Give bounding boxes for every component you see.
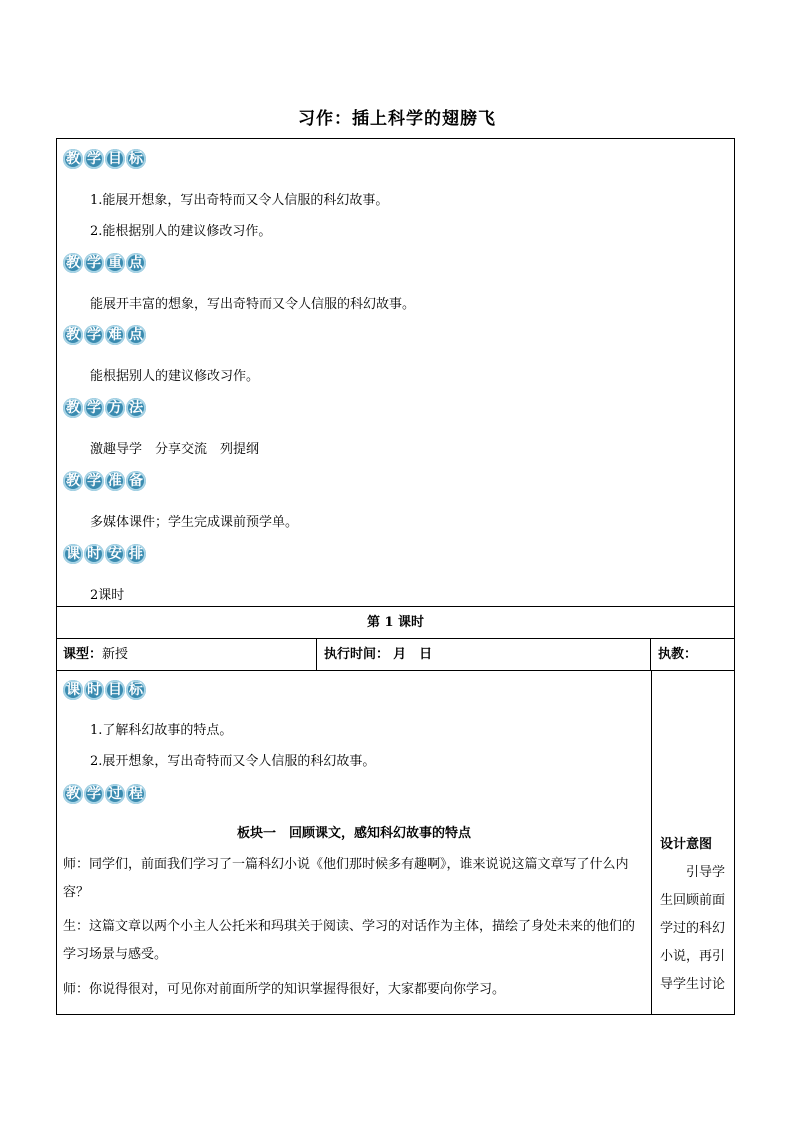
block-title: 板块一 回顾课文，感知科幻故事的特点	[236, 826, 471, 841]
lesson-type-label: 课型：	[63, 647, 103, 662]
badge-char: 课	[63, 680, 83, 700]
section-header-lesson-objectives	[63, 680, 147, 700]
badge-char: 标	[126, 680, 146, 700]
badge-char: 学	[84, 398, 104, 418]
badge-char: 教	[63, 471, 83, 491]
page-title: 习作：插上科学的翅膀飞	[298, 109, 496, 129]
badge-char: 点	[126, 253, 146, 273]
badge-char: 目	[105, 680, 125, 700]
section-header-methods	[63, 398, 147, 418]
lesson-meta-row	[56, 639, 735, 671]
goal-line: 2.能根据别人的建议修改习作。	[90, 224, 272, 239]
goal-line: 1.能展开想象，写出奇特而又令人信服的科幻故事。	[90, 193, 389, 208]
section-header-teaching-process	[63, 784, 147, 804]
teacher-cell	[652, 639, 734, 670]
dialogue-paragraph: 师：同学们，前面我们学习了一篇科幻小说《他们那时候多有趣啊》，谁来说说这篇文章写了什么内容？	[63, 857, 629, 900]
badge-char: 教	[63, 325, 83, 345]
section-header-key-points	[63, 253, 147, 273]
dialogue-paragraph: 师：你说得很对，可见你对前面所学的知识掌握得很好，大家都要向你学习。	[63, 982, 506, 997]
section-header-preparation	[63, 471, 147, 491]
badge-char: 课	[63, 544, 83, 564]
badge-char: 过	[105, 784, 125, 804]
design-intent-text: 引导学生回顾前面学过的科幻小说，再引导学生讨论	[660, 865, 726, 992]
section-header-difficulties	[63, 325, 147, 345]
badge-char: 难	[105, 325, 125, 345]
badge-char: 程	[126, 784, 146, 804]
objective-line: 2.展开想象，写出奇特而又令人信服的科幻故事。	[90, 754, 376, 769]
badge-char: 教	[63, 253, 83, 273]
badge-char: 标	[126, 149, 146, 169]
execution-time-value: 月 日	[393, 647, 433, 662]
section-header-schedule	[63, 544, 147, 564]
badge-char: 教	[63, 149, 83, 169]
schedule-line: 2课时	[90, 588, 125, 603]
badge-char: 重	[105, 253, 125, 273]
badge-char: 学	[84, 471, 104, 491]
badge-char: 目	[105, 149, 125, 169]
lesson-body-row	[56, 671, 735, 1015]
badge-char: 备	[126, 471, 146, 491]
design-intent-title: 设计意图	[660, 837, 713, 852]
execution-time-label: 执行时间：	[324, 647, 390, 662]
lesson-content	[57, 671, 652, 1014]
badge-char: 方	[105, 398, 125, 418]
lesson-plan-overview	[56, 138, 735, 607]
design-intent-column	[652, 671, 734, 1014]
badge-char: 学	[84, 149, 104, 169]
badge-char: 法	[126, 398, 146, 418]
teacher-label: 执教：	[658, 647, 698, 662]
preparation-line: 多媒体课件；学生完成课前预学单。	[90, 515, 299, 530]
objective-line: 1.了解科幻故事的特点。	[90, 723, 233, 738]
badge-char: 点	[126, 325, 146, 345]
badge-char: 教	[63, 784, 83, 804]
badge-char: 安	[105, 544, 125, 564]
badge-char: 准	[105, 471, 125, 491]
badge-char: 排	[126, 544, 146, 564]
section-header-goals	[63, 149, 147, 169]
badge-char: 学	[84, 325, 104, 345]
key-point-line: 能展开丰富的想象，写出奇特而又令人信服的科幻故事。	[90, 297, 416, 312]
method-line: 激趣导学 分享交流 列提纲	[90, 442, 260, 457]
badge-char: 时	[84, 544, 104, 564]
badge-char: 学	[84, 253, 104, 273]
difficulty-line: 能根据别人的建议修改习作。	[90, 369, 260, 384]
badge-char: 教	[63, 398, 83, 418]
lesson-number-header: 第 1 课时	[56, 607, 735, 639]
lesson-type-value: 新授	[102, 647, 129, 662]
badge-char: 学	[84, 784, 104, 804]
lesson-type-cell	[57, 639, 317, 670]
dialogue-paragraph: 生：这篇文章以两个小主人公托米和玛琪关于阅读、学习的对话作为主体，描绘了身处未来的他们的学习场景与感受。	[63, 919, 636, 962]
badge-char: 时	[84, 680, 104, 700]
execution-time-cell	[318, 639, 651, 670]
